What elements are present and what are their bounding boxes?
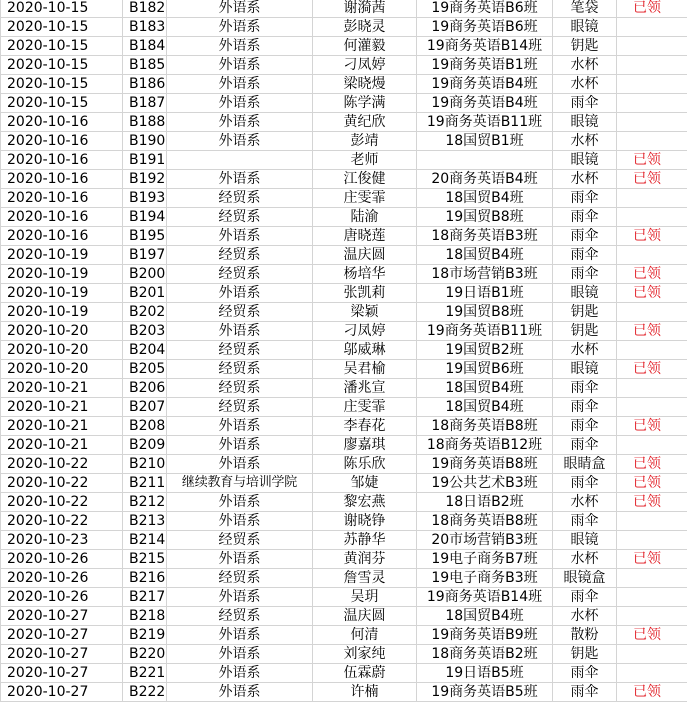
- date-cell[interactable]: 2020-10-16: [1, 189, 123, 208]
- name-cell[interactable]: 彭靖: [313, 132, 417, 151]
- name-cell[interactable]: 刁凤婷: [313, 56, 417, 75]
- table-row: [1, 246, 687, 265]
- class-cell[interactable]: 18商务英语B8班: [417, 512, 553, 531]
- item-cell[interactable]: 雨伞: [553, 227, 617, 246]
- department-cell[interactable]: 外语系: [167, 455, 313, 474]
- class-cell[interactable]: 19商务英语B6班: [417, 18, 553, 37]
- date-cell[interactable]: 2020-10-16: [1, 132, 123, 151]
- date-cell[interactable]: 2020-10-26: [1, 588, 123, 607]
- table-row: [1, 474, 687, 493]
- item-cell[interactable]: 水杯: [553, 56, 617, 75]
- status-cell[interactable]: [617, 208, 687, 227]
- date-cell[interactable]: 2020-10-27: [1, 626, 123, 645]
- department-cell[interactable]: 经贸系: [167, 607, 313, 626]
- code-cell[interactable]: B186: [123, 75, 167, 94]
- name-cell[interactable]: 陆渝: [313, 208, 417, 227]
- name-cell[interactable]: 温庆圆: [313, 607, 417, 626]
- class-cell[interactable]: 19商务英语B11班: [417, 322, 553, 341]
- name-cell[interactable]: 老师: [313, 151, 417, 170]
- status-cell[interactable]: [617, 607, 687, 626]
- item-cell[interactable]: 雨伞: [553, 588, 617, 607]
- table-row: [1, 569, 687, 588]
- code-cell[interactable]: B201: [123, 284, 167, 303]
- department-cell[interactable]: 外语系: [167, 75, 313, 94]
- name-cell[interactable]: 温庆圆: [313, 246, 417, 265]
- class-cell[interactable]: 19国贸B6班: [417, 360, 553, 379]
- date-cell[interactable]: 2020-10-16: [1, 227, 123, 246]
- name-cell[interactable]: 廖嘉琪: [313, 436, 417, 455]
- department-cell[interactable]: 经贸系: [167, 569, 313, 588]
- department-cell[interactable]: 外语系: [167, 132, 313, 151]
- table-row: [1, 170, 687, 189]
- class-cell[interactable]: 19商务英语B5班: [417, 683, 553, 702]
- department-cell[interactable]: 经贸系: [167, 341, 313, 360]
- status-cell[interactable]: [617, 303, 687, 322]
- table-row: [1, 379, 687, 398]
- item-cell[interactable]: 钥匙: [553, 322, 617, 341]
- name-cell[interactable]: 谢晓铮: [313, 512, 417, 531]
- department-cell[interactable]: 经贸系: [167, 189, 313, 208]
- status-cell[interactable]: [617, 512, 687, 531]
- status-cell[interactable]: [617, 379, 687, 398]
- status-cell[interactable]: [617, 341, 687, 360]
- name-cell[interactable]: 许楠: [313, 683, 417, 702]
- date-cell[interactable]: 2020-10-19: [1, 265, 123, 284]
- code-cell[interactable]: B222: [123, 683, 167, 702]
- status-cell[interactable]: [617, 189, 687, 208]
- table-row: [1, 56, 687, 75]
- name-cell[interactable]: 黄纪欣: [313, 113, 417, 132]
- item-cell[interactable]: 眼睛盒: [553, 455, 617, 474]
- date-cell[interactable]: 2020-10-20: [1, 322, 123, 341]
- date-cell[interactable]: 2020-10-27: [1, 645, 123, 664]
- table-row: [1, 132, 687, 151]
- class-cell[interactable]: 18日语B2班: [417, 493, 553, 512]
- code-cell[interactable]: B206: [123, 379, 167, 398]
- name-cell[interactable]: 吴玥: [313, 588, 417, 607]
- class-cell[interactable]: 19商务英语B14班: [417, 588, 553, 607]
- table-row: [1, 322, 687, 341]
- name-cell[interactable]: 李春花: [313, 417, 417, 436]
- table-row: [1, 265, 687, 284]
- table-row: [1, 227, 687, 246]
- class-cell[interactable]: 18国贸B4班: [417, 189, 553, 208]
- date-cell[interactable]: 2020-10-20: [1, 360, 123, 379]
- date-cell[interactable]: 2020-10-23: [1, 531, 123, 550]
- status-cell[interactable]: 已领: [617, 0, 687, 18]
- item-cell[interactable]: 雨伞: [553, 189, 617, 208]
- code-cell[interactable]: B193: [123, 189, 167, 208]
- code-cell[interactable]: B214: [123, 531, 167, 550]
- table-row: [1, 75, 687, 94]
- code-cell[interactable]: B205: [123, 360, 167, 379]
- table-row: [1, 18, 687, 37]
- code-cell[interactable]: B202: [123, 303, 167, 322]
- name-cell[interactable]: 伍霖蔚: [313, 664, 417, 683]
- sheet-body: [1, 0, 687, 702]
- code-cell[interactable]: B219: [123, 626, 167, 645]
- department-cell[interactable]: 外语系: [167, 284, 313, 303]
- class-cell[interactable]: 18商务英语B12班: [417, 436, 553, 455]
- status-cell[interactable]: [617, 18, 687, 37]
- item-cell[interactable]: 眼镜: [553, 360, 617, 379]
- name-cell[interactable]: 黄润芬: [313, 550, 417, 569]
- name-cell[interactable]: 吴君榆: [313, 360, 417, 379]
- date-cell[interactable]: 2020-10-21: [1, 379, 123, 398]
- date-cell[interactable]: 2020-10-22: [1, 493, 123, 512]
- class-cell[interactable]: 19商务英语B1班: [417, 56, 553, 75]
- name-cell[interactable]: 邬威琳: [313, 341, 417, 360]
- class-cell[interactable]: 19商务英语B6班: [417, 0, 553, 18]
- table-row: [1, 607, 687, 626]
- item-cell[interactable]: 笔袋: [553, 0, 617, 18]
- code-cell[interactable]: B194: [123, 208, 167, 227]
- code-cell[interactable]: B209: [123, 436, 167, 455]
- table-row: [1, 94, 687, 113]
- department-cell[interactable]: 外语系: [167, 94, 313, 113]
- date-cell[interactable]: 2020-10-22: [1, 474, 123, 493]
- date-cell[interactable]: 2020-10-16: [1, 113, 123, 132]
- item-cell[interactable]: 钥匙: [553, 303, 617, 322]
- code-cell[interactable]: B217: [123, 588, 167, 607]
- department-cell[interactable]: 外语系: [167, 512, 313, 531]
- code-cell[interactable]: B192: [123, 170, 167, 189]
- status-cell[interactable]: 已领: [617, 493, 687, 512]
- department-cell[interactable]: 外语系: [167, 18, 313, 37]
- department-cell[interactable]: 外语系: [167, 322, 313, 341]
- code-cell[interactable]: B211: [123, 474, 167, 493]
- code-cell[interactable]: B184: [123, 37, 167, 56]
- class-cell[interactable]: 19商务英语B9班: [417, 626, 553, 645]
- department-cell[interactable]: 外语系: [167, 56, 313, 75]
- table-row: [1, 37, 687, 56]
- status-cell[interactable]: [617, 531, 687, 550]
- date-cell[interactable]: 2020-10-21: [1, 398, 123, 417]
- item-cell[interactable]: 眼镜: [553, 531, 617, 550]
- item-cell[interactable]: 水杯: [553, 493, 617, 512]
- status-cell[interactable]: 已领: [617, 227, 687, 246]
- table-row: [1, 0, 687, 18]
- table-row: [1, 284, 687, 303]
- department-cell[interactable]: 经贸系: [167, 398, 313, 417]
- date-cell[interactable]: 2020-10-19: [1, 284, 123, 303]
- table-row: [1, 626, 687, 645]
- item-cell[interactable]: 雨伞: [553, 246, 617, 265]
- name-cell[interactable]: 庄雯霏: [313, 189, 417, 208]
- item-cell[interactable]: 眼镜: [553, 151, 617, 170]
- item-cell[interactable]: 雨伞: [553, 398, 617, 417]
- department-cell[interactable]: 外语系: [167, 645, 313, 664]
- date-cell[interactable]: 2020-10-21: [1, 436, 123, 455]
- class-cell[interactable]: 18商务英语B2班: [417, 645, 553, 664]
- status-cell[interactable]: 已领: [617, 417, 687, 436]
- name-cell[interactable]: 何清: [313, 626, 417, 645]
- status-cell[interactable]: 已领: [617, 626, 687, 645]
- department-cell[interactable]: 经贸系: [167, 303, 313, 322]
- class-cell[interactable]: 18国贸B4班: [417, 246, 553, 265]
- code-cell[interactable]: B213: [123, 512, 167, 531]
- class-cell[interactable]: 19电子商务B7班: [417, 550, 553, 569]
- status-cell[interactable]: [617, 436, 687, 455]
- class-cell[interactable]: 19商务英语B14班: [417, 37, 553, 56]
- name-cell[interactable]: 唐晓莲: [313, 227, 417, 246]
- class-cell[interactable]: 19商务英语B11班: [417, 113, 553, 132]
- department-cell[interactable]: 外语系: [167, 37, 313, 56]
- date-cell[interactable]: 2020-10-27: [1, 683, 123, 702]
- name-cell[interactable]: 江俊健: [313, 170, 417, 189]
- date-cell[interactable]: 2020-10-19: [1, 303, 123, 322]
- date-cell[interactable]: 2020-10-27: [1, 607, 123, 626]
- code-cell[interactable]: B191: [123, 151, 167, 170]
- class-cell[interactable]: 18国贸B4班: [417, 379, 553, 398]
- status-cell[interactable]: [617, 569, 687, 588]
- class-cell[interactable]: 19日语B5班: [417, 664, 553, 683]
- department-cell[interactable]: 外语系: [167, 588, 313, 607]
- item-cell[interactable]: 钥匙: [553, 645, 617, 664]
- code-cell[interactable]: B212: [123, 493, 167, 512]
- department-cell[interactable]: 外语系: [167, 664, 313, 683]
- class-cell[interactable]: 18商务英语B3班: [417, 227, 553, 246]
- name-cell[interactable]: 刘家纯: [313, 645, 417, 664]
- class-cell[interactable]: 19国贸B8班: [417, 303, 553, 322]
- item-cell[interactable]: 眼镜: [553, 113, 617, 132]
- name-cell[interactable]: 谢漪茜: [313, 0, 417, 18]
- code-cell[interactable]: B190: [123, 132, 167, 151]
- department-cell[interactable]: 外语系: [167, 417, 313, 436]
- department-cell[interactable]: 外语系: [167, 550, 313, 569]
- date-cell[interactable]: 2020-10-21: [1, 417, 123, 436]
- status-cell[interactable]: 已领: [617, 455, 687, 474]
- date-cell[interactable]: 2020-10-22: [1, 455, 123, 474]
- class-cell[interactable]: 20商务英语B4班: [417, 170, 553, 189]
- name-cell[interactable]: 梁颖: [313, 303, 417, 322]
- table-row: [1, 455, 687, 474]
- code-cell[interactable]: B195: [123, 227, 167, 246]
- status-cell[interactable]: [617, 664, 687, 683]
- status-cell[interactable]: [617, 645, 687, 664]
- table-row: [1, 493, 687, 512]
- class-cell[interactable]: 19国贸B8班: [417, 208, 553, 227]
- department-cell[interactable]: 外语系: [167, 626, 313, 645]
- department-cell[interactable]: 外语系: [167, 0, 313, 18]
- name-cell[interactable]: 彭晓灵: [313, 18, 417, 37]
- item-cell[interactable]: 散粉: [553, 626, 617, 645]
- item-cell[interactable]: 水杯: [553, 607, 617, 626]
- date-cell[interactable]: 2020-10-15: [1, 37, 123, 56]
- item-cell[interactable]: 眼镜: [553, 18, 617, 37]
- class-cell[interactable]: 18国贸B1班: [417, 132, 553, 151]
- date-cell[interactable]: 2020-10-15: [1, 18, 123, 37]
- table-row: [1, 113, 687, 132]
- status-cell[interactable]: 已领: [617, 284, 687, 303]
- name-cell[interactable]: 黎宏燕: [313, 493, 417, 512]
- item-cell[interactable]: 雨伞: [553, 417, 617, 436]
- name-cell[interactable]: 潘兆宣: [313, 379, 417, 398]
- name-cell[interactable]: 梁晓熳: [313, 75, 417, 94]
- class-cell[interactable]: 19国贸B2班: [417, 341, 553, 360]
- date-cell[interactable]: 2020-10-22: [1, 512, 123, 531]
- table-row: [1, 683, 687, 702]
- status-cell[interactable]: 已领: [617, 322, 687, 341]
- date-cell[interactable]: 2020-10-15: [1, 94, 123, 113]
- table-row: [1, 341, 687, 360]
- department-cell[interactable]: 经贸系: [167, 265, 313, 284]
- class-cell[interactable]: 18商务英语B8班: [417, 417, 553, 436]
- table-row: [1, 417, 687, 436]
- status-cell[interactable]: [617, 113, 687, 132]
- item-cell[interactable]: 雨伞: [553, 664, 617, 683]
- item-cell[interactable]: 雨伞: [553, 379, 617, 398]
- class-cell[interactable]: 19商务英语B4班: [417, 94, 553, 113]
- status-cell[interactable]: 已领: [617, 683, 687, 702]
- item-cell[interactable]: 眼镜盒: [553, 569, 617, 588]
- name-cell[interactable]: 何灌毅: [313, 37, 417, 56]
- department-cell[interactable]: 继续教育与培训学院: [167, 474, 313, 493]
- item-cell[interactable]: 眼镜: [553, 284, 617, 303]
- code-cell[interactable]: B204: [123, 341, 167, 360]
- code-cell[interactable]: B197: [123, 246, 167, 265]
- name-cell[interactable]: 张凯莉: [313, 284, 417, 303]
- code-cell[interactable]: B215: [123, 550, 167, 569]
- status-cell[interactable]: 已领: [617, 360, 687, 379]
- item-cell[interactable]: 雨伞: [553, 208, 617, 227]
- item-cell[interactable]: 水杯: [553, 170, 617, 189]
- department-cell[interactable]: 经贸系: [167, 208, 313, 227]
- item-cell[interactable]: 水杯: [553, 132, 617, 151]
- date-cell[interactable]: 2020-10-16: [1, 208, 123, 227]
- status-cell[interactable]: [617, 94, 687, 113]
- code-cell[interactable]: B182: [123, 0, 167, 18]
- department-cell[interactable]: 外语系: [167, 170, 313, 189]
- status-cell[interactable]: 已领: [617, 170, 687, 189]
- department-cell[interactable]: 经贸系: [167, 360, 313, 379]
- status-cell[interactable]: 已领: [617, 474, 687, 493]
- item-cell[interactable]: 雨伞: [553, 474, 617, 493]
- class-cell[interactable]: 19电子商务B3班: [417, 569, 553, 588]
- class-cell[interactable]: 19商务英语B4班: [417, 75, 553, 94]
- status-cell[interactable]: 已领: [617, 151, 687, 170]
- table-row: [1, 436, 687, 455]
- table-row: [1, 189, 687, 208]
- status-cell[interactable]: [617, 246, 687, 265]
- status-cell[interactable]: [617, 37, 687, 56]
- table-row: [1, 208, 687, 227]
- code-cell[interactable]: B187: [123, 94, 167, 113]
- department-cell[interactable]: 经贸系: [167, 531, 313, 550]
- name-cell[interactable]: 詹雪灵: [313, 569, 417, 588]
- department-cell[interactable]: 外语系: [167, 683, 313, 702]
- code-cell[interactable]: B207: [123, 398, 167, 417]
- item-cell[interactable]: 雨伞: [553, 94, 617, 113]
- status-cell[interactable]: [617, 56, 687, 75]
- department-cell[interactable]: 外语系: [167, 227, 313, 246]
- class-cell[interactable]: 18国贸B4班: [417, 398, 553, 417]
- table-row: [1, 645, 687, 664]
- code-cell[interactable]: B188: [123, 113, 167, 132]
- code-cell[interactable]: B220: [123, 645, 167, 664]
- class-cell[interactable]: 19日语B1班: [417, 284, 553, 303]
- department-cell[interactable]: [167, 151, 313, 170]
- date-cell[interactable]: 2020-10-20: [1, 341, 123, 360]
- table-row: [1, 360, 687, 379]
- code-cell[interactable]: B185: [123, 56, 167, 75]
- code-cell[interactable]: B203: [123, 322, 167, 341]
- code-cell[interactable]: B218: [123, 607, 167, 626]
- code-cell[interactable]: B200: [123, 265, 167, 284]
- code-cell[interactable]: B208: [123, 417, 167, 436]
- code-cell[interactable]: B216: [123, 569, 167, 588]
- date-cell[interactable]: 2020-10-16: [1, 151, 123, 170]
- name-cell[interactable]: 苏静华: [313, 531, 417, 550]
- department-cell[interactable]: 外语系: [167, 436, 313, 455]
- item-cell[interactable]: 水杯: [553, 550, 617, 569]
- name-cell[interactable]: 邹婕: [313, 474, 417, 493]
- class-cell[interactable]: 18国贸B4班: [417, 607, 553, 626]
- status-cell[interactable]: [617, 588, 687, 607]
- date-cell[interactable]: 2020-10-27: [1, 664, 123, 683]
- date-cell[interactable]: 2020-10-15: [1, 56, 123, 75]
- name-cell[interactable]: 陈乐欣: [313, 455, 417, 474]
- status-cell[interactable]: [617, 132, 687, 151]
- table-row: [1, 303, 687, 322]
- code-cell[interactable]: B221: [123, 664, 167, 683]
- class-cell[interactable]: 19商务英语B8班: [417, 455, 553, 474]
- item-cell[interactable]: 钥匙: [553, 37, 617, 56]
- department-cell[interactable]: 外语系: [167, 493, 313, 512]
- item-cell[interactable]: 雨伞: [553, 512, 617, 531]
- table-row: [1, 588, 687, 607]
- name-cell[interactable]: 庄雯霏: [313, 398, 417, 417]
- item-cell[interactable]: 雨伞: [553, 265, 617, 284]
- status-cell[interactable]: 已领: [617, 265, 687, 284]
- item-cell[interactable]: 雨伞: [553, 436, 617, 455]
- name-cell[interactable]: 刁凤婷: [313, 322, 417, 341]
- date-cell[interactable]: 2020-10-16: [1, 170, 123, 189]
- department-cell[interactable]: 经贸系: [167, 379, 313, 398]
- table-row: [1, 664, 687, 683]
- table-row: [1, 531, 687, 550]
- class-cell[interactable]: 18市场营销B3班: [417, 265, 553, 284]
- code-cell[interactable]: B183: [123, 18, 167, 37]
- date-cell[interactable]: 2020-10-26: [1, 550, 123, 569]
- item-cell[interactable]: 水杯: [553, 75, 617, 94]
- table-row: [1, 550, 687, 569]
- table-row: [1, 151, 687, 170]
- department-cell[interactable]: 外语系: [167, 113, 313, 132]
- class-cell[interactable]: [417, 151, 553, 170]
- class-cell[interactable]: 20市场营销B3班: [417, 531, 553, 550]
- class-cell[interactable]: 19公共艺术B3班: [417, 474, 553, 493]
- table-row: [1, 512, 687, 531]
- date-cell[interactable]: 2020-10-19: [1, 246, 123, 265]
- date-cell[interactable]: 2020-10-26: [1, 569, 123, 588]
- date-cell[interactable]: 2020-10-15: [1, 75, 123, 94]
- status-cell[interactable]: [617, 398, 687, 417]
- date-cell[interactable]: 2020-10-15: [1, 0, 123, 18]
- name-cell[interactable]: 陈学满: [313, 94, 417, 113]
- item-cell[interactable]: 水杯: [553, 341, 617, 360]
- department-cell[interactable]: 经贸系: [167, 246, 313, 265]
- code-cell[interactable]: B210: [123, 455, 167, 474]
- status-cell[interactable]: 已领: [617, 550, 687, 569]
- item-cell[interactable]: 雨伞: [553, 683, 617, 702]
- status-cell[interactable]: [617, 75, 687, 94]
- name-cell[interactable]: 杨培华: [313, 265, 417, 284]
- table-row: [1, 398, 687, 417]
